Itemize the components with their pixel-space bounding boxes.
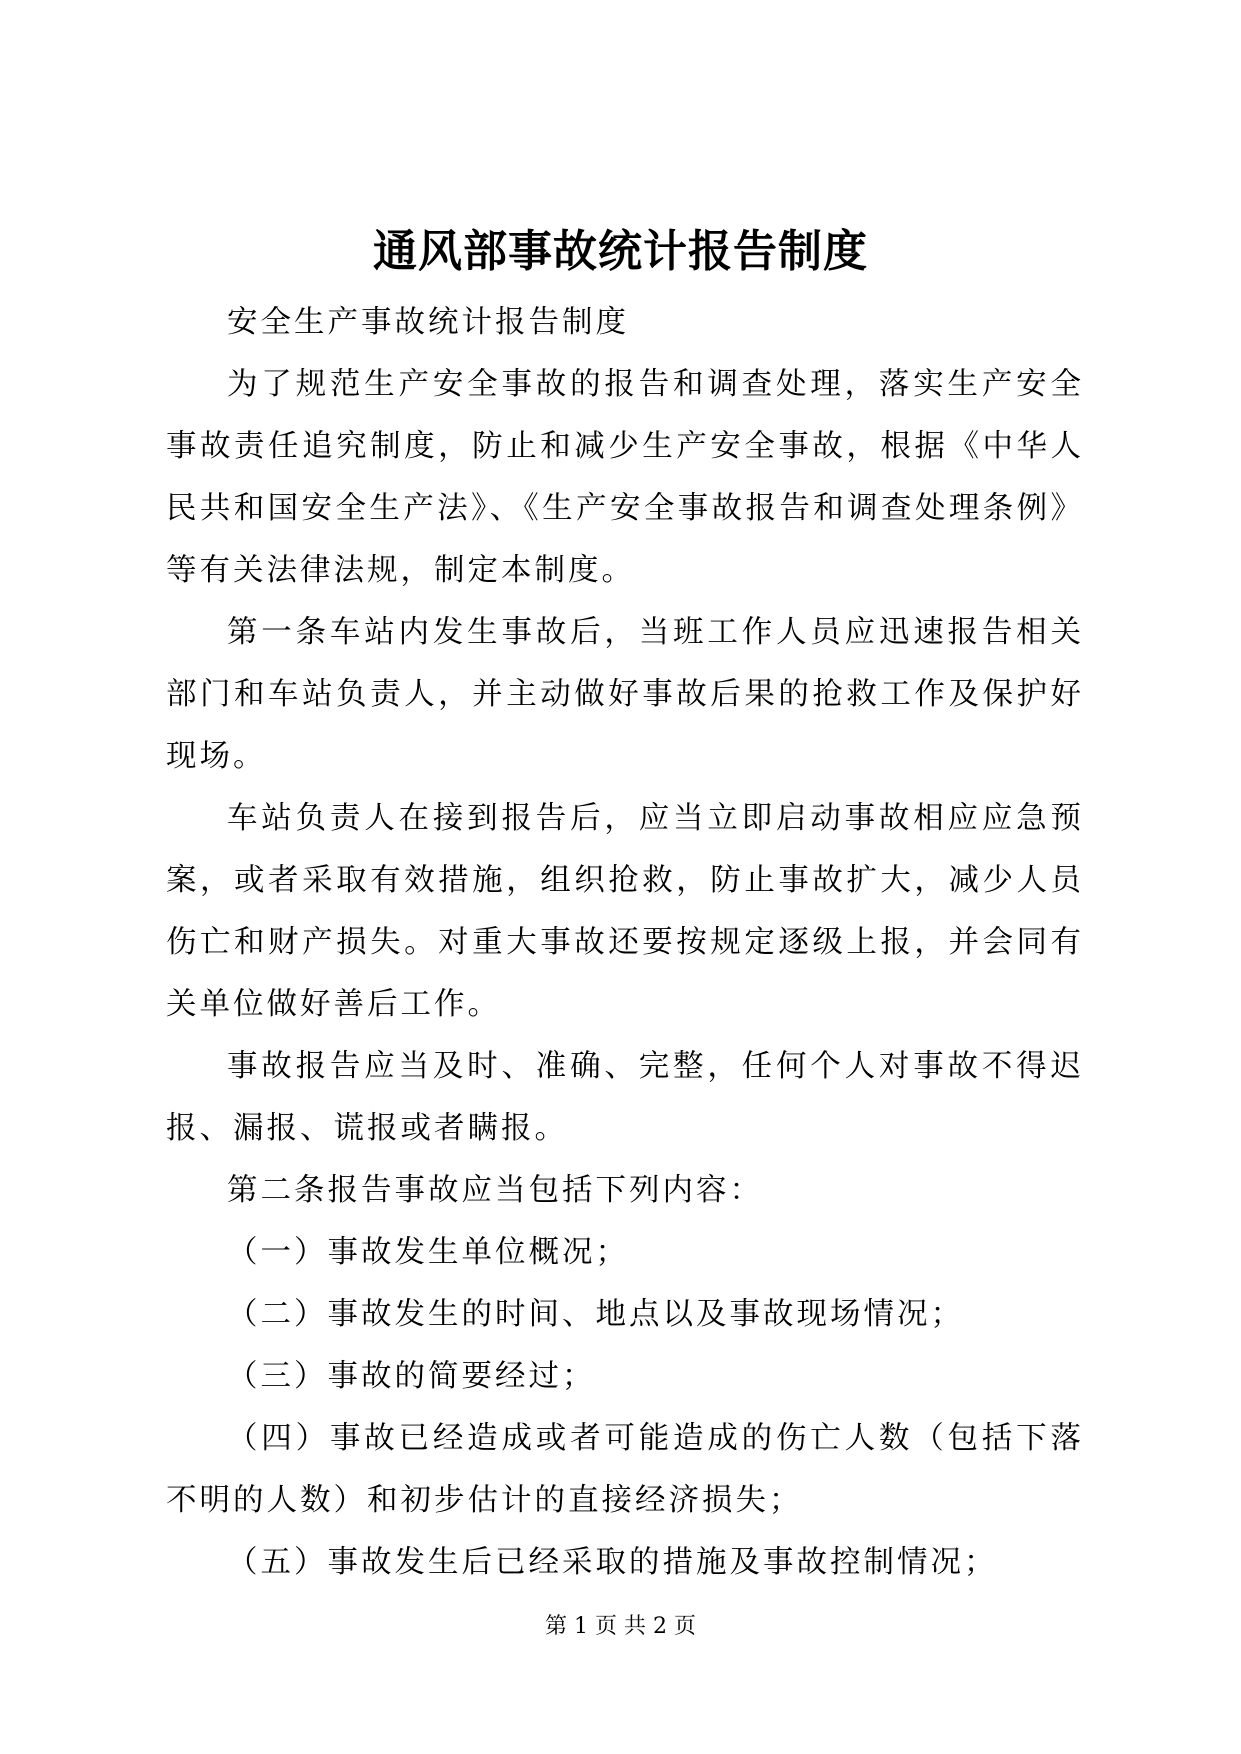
document-body — [166, 292, 1084, 1594]
paragraph-article-1: 第一条车站内发生事故后，当班工作人员应迅速报告相关部门和车站负责人，并主动做好事故后果的抢救工作及保护好现场。 — [166, 615, 1084, 774]
list-item-5: （五）事故发生后已经采取的措施及事故控制情况； — [227, 1545, 998, 1580]
page-number: 第 1 页 共 2 页 — [545, 1614, 696, 1639]
paragraph-preamble: 为了规范生产安全事故的报告和调查处理，落实生产安全事故责任追究制度，防止和减少生产安全事故，根据《中华人民共和国安全生产法》、《生产安全事故报告和调查处理条例》等有关法律法规，制定本制度。 — [166, 367, 1084, 588]
list-item-1: （一）事故发生单位概况； — [227, 1235, 629, 1270]
list-item-2: （二）事故发生的时间、地点以及事故现场情况； — [227, 1297, 964, 1332]
paragraph-article-2: 第二条报告事故应当包括下列内容： — [227, 1173, 763, 1208]
list-item-4: （四）事故已经造成或者可能造成的伤亡人数（包括下落不明的人数）和初步估计的直接经济损失； — [166, 1421, 1084, 1518]
paragraph-report-requirements: 事故报告应当及时、准确、完整，任何个人对事故不得迟报、漏报、谎报或者瞒报。 — [166, 1049, 1084, 1146]
paragraph-subtitle: 安全生产事故统计报告制度 — [227, 305, 629, 340]
document-title: 通风部事故统计报告制度 — [373, 226, 868, 277]
list-item-3: （三）事故的简要经过； — [227, 1359, 596, 1394]
paragraph-station-head: 车站负责人在接到报告后，应当立即启动事故相应应急预案，或者采取有效措施，组织抢救，防止事故扩大，减少人员伤亡和财产损失。对重大事故还要按规定逐级上报，并会同有关单位做好善后工作。 — [166, 801, 1084, 1022]
